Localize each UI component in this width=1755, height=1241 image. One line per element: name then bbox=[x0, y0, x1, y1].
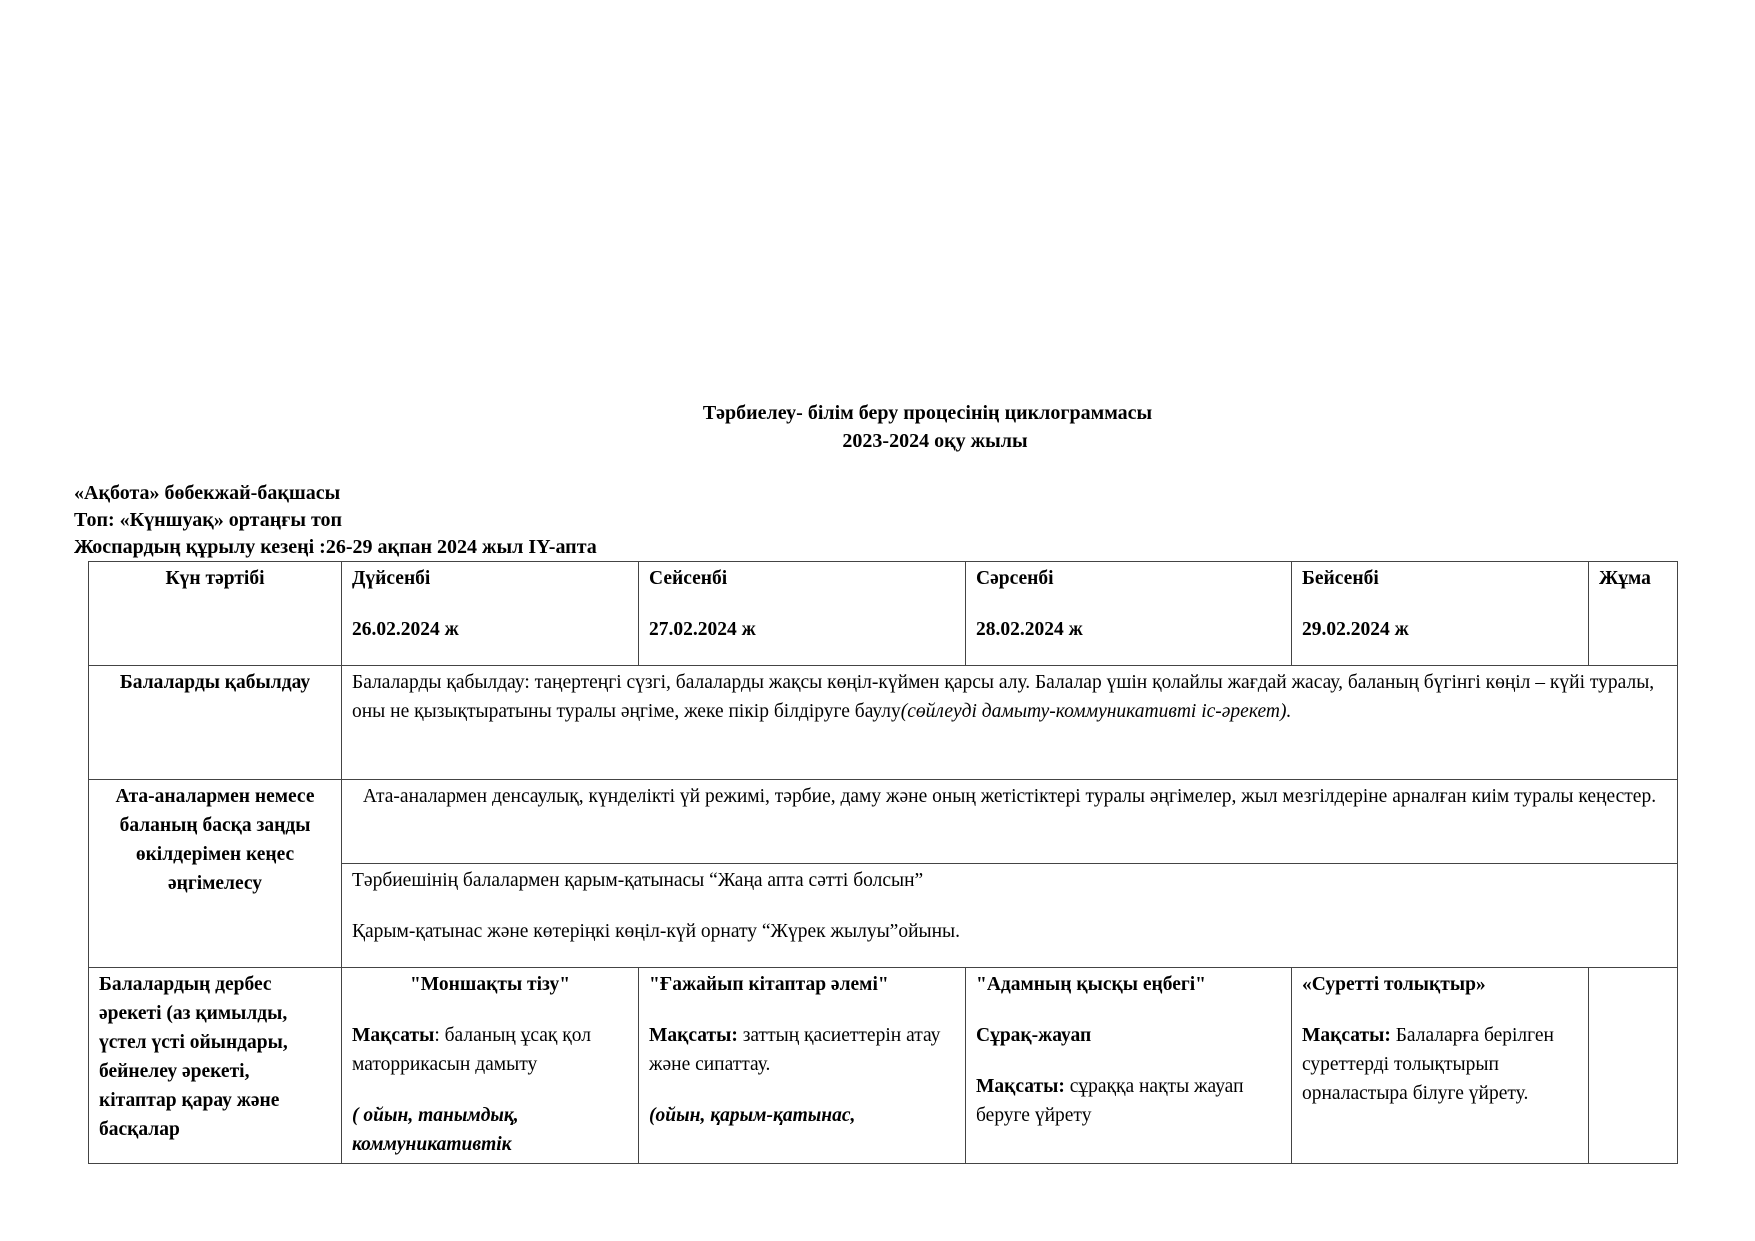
mood-game-line: Қарым-қатынас және көтеріңкі көңіл-күй орнату “Жүрек жылуы”ойыны. bbox=[352, 921, 961, 942]
day-name: Сәрсенбі bbox=[976, 568, 1054, 589]
day-name: Жұма bbox=[1599, 568, 1651, 589]
goal-text: сұраққа нақты жауап беруге үйрету bbox=[976, 1076, 1244, 1126]
table-row-parents bbox=[89, 780, 1678, 864]
activity-note: (ойын, қарым-қатынас, bbox=[649, 1105, 856, 1126]
row-label-parents: Ата-аналармен немесе баланың басқа заңды өкілдерімен кеңес әңгімелесу bbox=[89, 780, 342, 968]
header-wednesday bbox=[966, 562, 1292, 666]
activity-friday bbox=[1589, 968, 1678, 1164]
day-date: 29.02.2024 ж bbox=[1302, 619, 1409, 640]
header-friday bbox=[1589, 562, 1678, 666]
row-label-activity bbox=[89, 968, 342, 1164]
activity-note: ( ойын, танымдық, коммуникативтік bbox=[352, 1105, 519, 1155]
academic-year: 2023-2024 оқу жылы bbox=[842, 430, 1028, 452]
header-monday bbox=[342, 562, 639, 666]
header-routine: Күн тәртібі bbox=[89, 562, 342, 666]
document-title: Тәрбиелеу- білім беру процесінің циклограммасы bbox=[702, 402, 1153, 424]
reception-text: Балаларды қабылдау: таңертеңгі сүзгі, балаларды жақсы көңіл-күймен қарсы алу. Балалар үшін қолайлы жағдай жасау, баланың бүгінгі көңіл – күйі туралы, оны не қызықтыратыны туралы әңгіме, жеке пікір білдіруге баулу bbox=[352, 672, 1655, 722]
activity-goal bbox=[976, 1072, 1281, 1130]
goal-label: Мақсаты bbox=[352, 1025, 435, 1046]
row-label-reception: Балаларды қабылдау bbox=[89, 666, 342, 780]
goal-label: Мақсаты: bbox=[649, 1025, 738, 1046]
parents-consultation: Ата-аналармен денсаулық, күнделікті үй режимі, тәрбие, даму және оның жетістіктері туралы әңгімелер, жыл мезгілдеріне арналған киім туралы кеңестер. bbox=[342, 780, 1678, 864]
communication-line: Тәрбиешінің балалармен қарым-қатынасы “Жаңа апта сәтті болсын” bbox=[352, 870, 924, 891]
activity-tuesday bbox=[639, 968, 966, 1164]
activity-title: "Ғажайып кітаптар әлемі" bbox=[649, 974, 889, 995]
day-date: 27.02.2024 ж bbox=[649, 619, 756, 640]
goal-label: Мақсаты: bbox=[976, 1076, 1065, 1097]
activity-label: Балалардың дербес әрекеті (аз қимылды, үстел үсті ойындары, бейнелеу әрекеті, кітаптар қарау және басқалар bbox=[99, 974, 288, 1140]
day-name: Сейсенбі bbox=[649, 568, 728, 589]
activity-goal bbox=[1302, 1021, 1578, 1108]
table-row-activity bbox=[89, 968, 1678, 1164]
table-header-row bbox=[89, 562, 1678, 666]
header-thursday bbox=[1292, 562, 1589, 666]
header-tuesday bbox=[639, 562, 966, 666]
plan-period: Жоспардың құрылу кезеңі :26-29 ақпан 2024 жыл IY-апта bbox=[74, 536, 597, 558]
activity-monday bbox=[342, 968, 639, 1164]
goal-text: Балаларға берілген суреттерді толықтырып орналастыра білуге үйрету. bbox=[1302, 1025, 1554, 1104]
activity-goal bbox=[352, 1021, 628, 1079]
day-name: Дүйсенбі bbox=[352, 568, 431, 589]
group-name: Топ: «Күншуақ» ортаңғы топ bbox=[74, 509, 343, 531]
activity-title: "Адамның қысқы еңбегі" bbox=[976, 974, 1206, 995]
activity-wednesday bbox=[966, 968, 1292, 1164]
activity-goal bbox=[649, 1021, 955, 1079]
activity-title: «Суретті толықтыр» bbox=[1302, 974, 1486, 995]
day-date: 28.02.2024 ж bbox=[976, 619, 1083, 640]
activity-subtitle: Сұрақ-жауап bbox=[976, 1025, 1092, 1046]
goal-text: заттың қасиеттерін атау және сипаттау. bbox=[649, 1025, 941, 1075]
kindergarten-name: «Ақбота» бөбекжай-бақшасы bbox=[74, 482, 341, 504]
activity-title: "Моншақты тізу" bbox=[409, 974, 571, 995]
goal-label: Мақсаты: bbox=[1302, 1025, 1391, 1046]
reception-content bbox=[342, 666, 1678, 780]
teacher-communication bbox=[342, 864, 1678, 968]
reception-note: (сөйлеуді дамыту-коммуникативті іс-әрекет). bbox=[900, 701, 1292, 722]
goal-text: : баланың ұсақ қол маторрикасын дамыту bbox=[352, 1025, 591, 1075]
table-row-reception bbox=[89, 666, 1678, 780]
activity-thursday bbox=[1292, 968, 1589, 1164]
day-date: 26.02.2024 ж bbox=[352, 619, 459, 640]
cyclogram-table bbox=[88, 561, 1678, 1164]
day-name: Бейсенбі bbox=[1302, 568, 1379, 589]
